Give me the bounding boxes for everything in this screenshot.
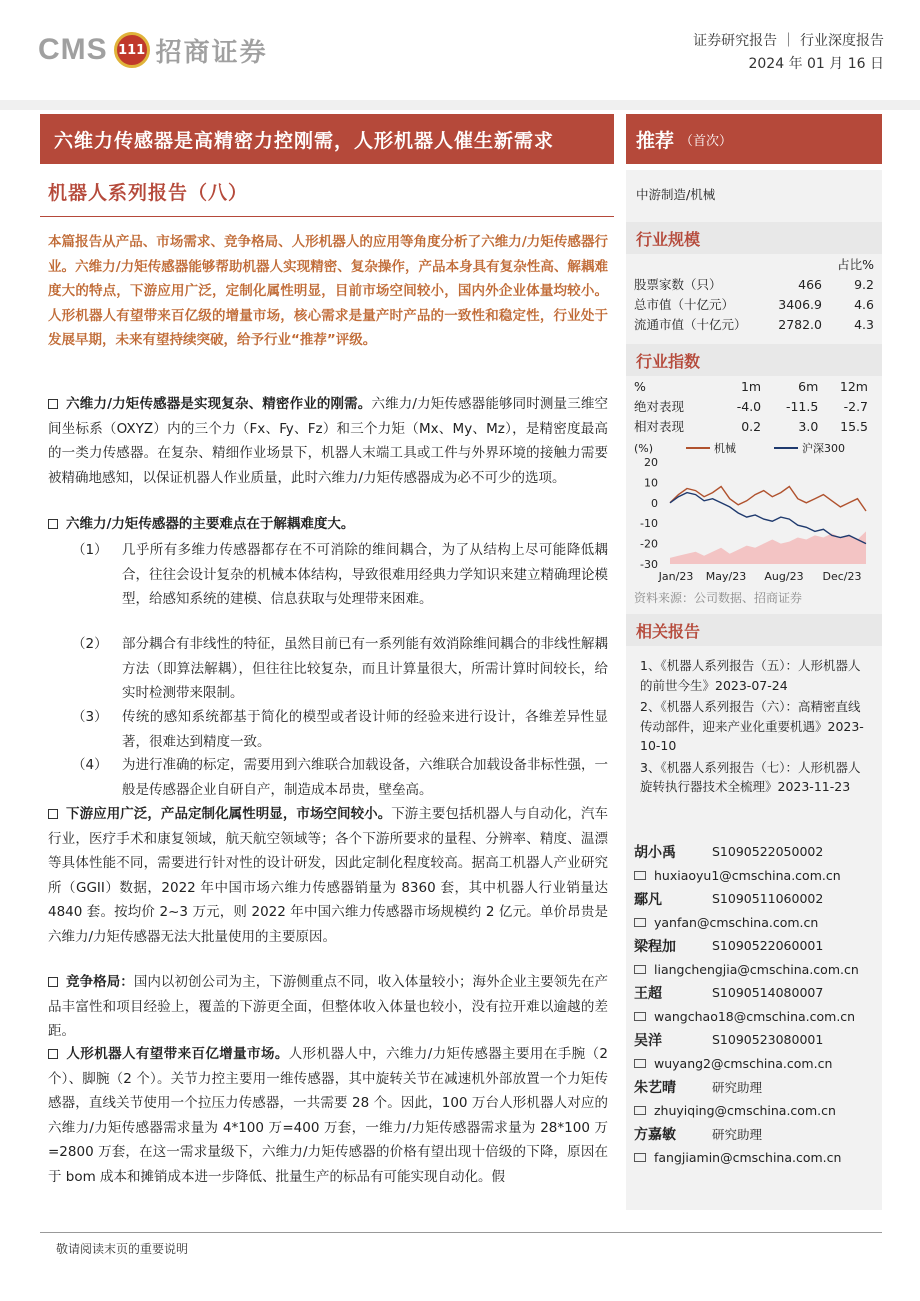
analyst-id: S1090511060002: [712, 891, 824, 907]
row-pct: 4.3: [854, 316, 874, 332]
table-row: [634, 396, 868, 416]
square-bullet-icon: [48, 809, 58, 819]
row-value: 2782.0: [778, 316, 822, 332]
mail-icon: [634, 918, 646, 927]
analyst-email-row: [634, 958, 874, 982]
rating-box: [626, 114, 882, 164]
index-header-row: [634, 376, 868, 396]
y-tick-label: 0: [651, 496, 658, 510]
analyst-id: 研究助理: [712, 1126, 763, 1142]
y-tick-label: 20: [644, 456, 658, 469]
bullet-text: 人形机器人中，六维力/力矩传感器主要用在手腕（2 个）、脚腕（2 个）。关节力控主要用一维传感器，其中旋转关节在减速机外部放置一个力矩传感器，直线关节使用一个拉压力传感器，一共需要 28 个。因此，100 万台人形机器人对应的六维力/力矩传感器需求量为 4*100 万=400 万套，一维力/力矩传感器需求量为 28*100 万=2800 万套，在这一需求量级下，六维力/力矩传感器的价格有望出现十倍级的下降，原因在于 bom 成本和摊销成本进一步降低、批量生产的标品有可能实现自动化。假: [48, 1046, 609, 1185]
square-bullet-icon: [48, 1049, 58, 1059]
bullet-text: 六维力/力矩传感器能够同时测量三维空间坐标系（OXYZ）内的三个力（Fx、Fy、Fz）和三个力矩（Mx、My、Mz），是精密度最高的一类力传感器。在复杂、精细作业场景下，机器人末端工具或工件与外界环境的接触力需要被精确地感知，以保证机器人作业质量，此时六维力/力矩传感器成为必不可少的选项。: [48, 396, 608, 486]
scale-table: [634, 254, 874, 334]
logo-cn-text: 招商证券: [155, 37, 268, 68]
bullet-item: [48, 1042, 608, 1190]
analyst-row: [634, 887, 874, 911]
bullet-heading: 六维力/力矩传感器的主要难点在于解耦难度大。: [66, 516, 355, 532]
footer-divider: [40, 1232, 882, 1233]
bullet-heading: 竞争格局：: [66, 974, 134, 990]
table-row: [634, 314, 874, 334]
analyst-name: 胡小禹: [634, 844, 676, 861]
report-link[interactable]: 2、《机器人系列报告（六）：高精密直线传动部件，迎来产业化重要机遇》2023-10-10: [640, 699, 864, 753]
mail-icon: [634, 871, 646, 880]
y-tick-label: -30: [640, 558, 658, 571]
row-value: -11.5: [785, 398, 819, 414]
analyst-row: [634, 1028, 874, 1052]
analyst-name: 朱艺晴: [634, 1079, 676, 1096]
item-number: （2）: [72, 636, 108, 652]
chart-source: 资料来源：公司数据、招商证券: [634, 591, 803, 605]
logo-badge-icon: 111: [114, 32, 150, 68]
analyst-email-row: [634, 1052, 874, 1076]
analyst-email[interactable]: wuyang2@cmschina.com.cn: [654, 1055, 833, 1071]
table-row: [634, 274, 874, 294]
row-label: 总市值（十亿元）: [634, 297, 735, 312]
square-bullet-icon: [48, 399, 58, 409]
mail-icon: [634, 1106, 646, 1115]
mail-icon: [634, 1153, 646, 1162]
bullet-text: 国内以初创公司为主，下游侧重点不同，收入体量较小；海外企业主要领先在产品丰富性和项目经验上，覆盖的下游更全面，但整体收入体量也较小，没有拉开难以逾越的差距。: [48, 974, 609, 1040]
row-label: 流通市值（十亿元）: [634, 317, 747, 332]
item-number: （4）: [72, 757, 108, 773]
analyst-list: [634, 840, 874, 1169]
analyst-email-row: [634, 911, 874, 935]
item-text: 传统的感知系统都基于简化的模型或者设计师的经验来进行设计，各维差异性显著，很难达到精度一致。: [122, 709, 608, 750]
x-tick-label: May/23: [705, 570, 747, 583]
analyst-name: 吴洋: [634, 1032, 662, 1049]
square-bullet-icon: [48, 977, 58, 987]
x-tick-label: Jan/23: [658, 570, 694, 583]
index-heading: 行业指数: [626, 344, 882, 376]
bullet-heading: 下游应用广泛，产品定制化属性明显，市场空间较小。: [66, 806, 392, 822]
analyst-name: 方嘉敏: [634, 1126, 676, 1143]
numbered-item: [72, 753, 608, 802]
row-label: 相对表现: [634, 419, 685, 434]
logo-cms-text: CMS: [38, 33, 108, 66]
row-pct: 9.2: [854, 276, 874, 292]
divider: [40, 216, 614, 217]
numbered-item: [72, 632, 608, 706]
summary-paragraph: 本篇报告从产品、市场需求、竞争格局、人形机器人的应用等角度分析了六维力/力矩传感器行业。六维力/力矩传感器能够帮助机器人实现精密、复杂操作，产品本身具有复杂性高、解耦难度大的特点，下游应用广泛，定制化属性明显，目前市场空间较小，国内外企业体量均较小。人形机器人有望带来百亿级的增量市场，核心需求是量产时产品的一致性和稳定性，行业处于发展早期，未来有望持续突破，给予行业“推荐”评级。: [48, 234, 608, 349]
bullet-heading: 人形机器人有望带来百亿增量市场。: [66, 1046, 289, 1062]
row-value: 15.5: [840, 418, 868, 434]
analyst-name: 王超: [634, 985, 662, 1002]
legend-jixie: 机械: [714, 442, 736, 455]
index-col-label: %: [634, 378, 646, 394]
industry-label: 中游制造/机械: [636, 187, 716, 202]
mail-icon: [634, 1059, 646, 1068]
series-line-jixie: [670, 487, 866, 512]
chart-ylabel: (%): [634, 442, 654, 455]
table-row: [634, 416, 868, 436]
x-tick-label: Aug/23: [764, 570, 804, 583]
analyst-row: [634, 1122, 874, 1146]
analyst-id: S1090523080001: [712, 1032, 824, 1048]
analyst-email[interactable]: huxiaoyu1@cmschina.com.cn: [654, 867, 841, 883]
mail-icon: [634, 965, 646, 974]
item-text: 部分耦合有非线性的特征，虽然目前已有一系列能有效消除维间耦合的非线性解耦方法（即算法解耦），但往往比较复杂，而且计算量很大，所需计算时间较长，给实时检测带来限制。: [122, 636, 608, 702]
series-line-hs300: [670, 493, 866, 544]
index-col-1m: 1m: [740, 378, 762, 394]
table-row: [634, 294, 874, 314]
row-value: -2.7: [843, 398, 868, 414]
mail-icon: [634, 1012, 646, 1021]
report-subtitle: 机器人系列报告（八）: [48, 182, 249, 204]
numbered-item: [72, 705, 608, 754]
item-text: 为进行准确的标定，需要用到六维联合加载设备，六维联合加载设备非标性强，一般是传感器企业自研自产，制造成本昂贵，壁垒高。: [122, 757, 608, 798]
analyst-email-row: [634, 1099, 874, 1123]
bullet-item: [48, 970, 608, 1044]
analyst-row: [634, 981, 874, 1005]
related-reports: [640, 656, 872, 799]
bullet-heading: 六维力/力矩传感器是实现复杂、精密作业的刚需。: [66, 396, 372, 412]
analyst-id: S1090514080007: [712, 985, 824, 1001]
analyst-name: 鄢凡: [634, 891, 662, 908]
analyst-email-row: [634, 1146, 874, 1170]
report-link[interactable]: 1、《机器人系列报告（五）：人形机器人的前世今生》2023-07-24: [640, 658, 861, 693]
reports-heading: 相关报告: [626, 614, 882, 646]
analyst-id: S1090522050002: [712, 844, 824, 860]
row-value: 466: [798, 276, 822, 292]
analyst-email-row: [634, 1005, 874, 1029]
analyst-id: S1090522060001: [712, 938, 824, 954]
index-chart: [630, 436, 876, 586]
analyst-id: 研究助理: [712, 1079, 763, 1095]
index-col-6m: 6m: [798, 378, 819, 394]
analyst-email[interactable]: yanfan@cmschina.com.cn: [654, 914, 819, 930]
row-value: -4.0: [736, 398, 762, 414]
analyst-email[interactable]: fangjiamin@cmschina.com.cn: [654, 1149, 842, 1165]
scale-heading: 行业规模: [626, 222, 882, 254]
analyst-row: [634, 934, 874, 958]
header-band: [0, 100, 920, 110]
y-tick-label: 10: [644, 476, 658, 490]
analyst-row: [634, 840, 874, 864]
analyst-email[interactable]: zhuyiqing@cmschina.com.cn: [654, 1102, 836, 1118]
bullet-item: [48, 512, 608, 537]
item-number: （3）: [72, 709, 108, 725]
analyst-email[interactable]: wangchao18@cmschina.com.cn: [654, 1008, 856, 1024]
scale-pct-header: 占比%: [837, 257, 874, 272]
index-table: [634, 376, 868, 436]
bullet-item: [48, 802, 608, 950]
row-value: 3.0: [798, 418, 819, 434]
index-col-12m: 12m: [839, 378, 868, 394]
square-bullet-icon: [48, 519, 58, 529]
row-label: 绝对表现: [634, 399, 685, 414]
footer-note: 敬请阅读末页的重要说明: [56, 1242, 189, 1256]
bullet-text: 下游主要包括机器人与自动化，汽车行业，医疗手术和康复领域，航天航空领域等；各个下游所要求的量程、分辨率、精度、温漂等具体性能不同，需要进行针对性的设计研发，因此定制化程度较高。据高工机器人产业研究所（GGII）数据，2022 年中国市场六维力传感器销量为 8360 套，其中机器人行业销量达 4840 套。按均价 2~3 万元，则 2022 年中国六维力传感器市场规模约 2 亿元。单价昂贵是六维力/力矩传感器无法大批量使用的主要原因。: [48, 806, 608, 945]
legend-hs300: 沪深300: [802, 442, 845, 455]
rating-sub: （首次）: [680, 133, 733, 149]
scale-header-row: [634, 254, 874, 274]
analyst-email-row: [634, 864, 874, 888]
row-value: 3406.9: [778, 296, 822, 312]
analyst-email[interactable]: liangchengjia@cmschina.com.cn: [654, 961, 859, 977]
x-tick-label: Dec/23: [822, 570, 862, 583]
report-link[interactable]: 3、《机器人系列报告（七）：人形机器人旋转执行器技术全梳理》2023-11-23: [640, 759, 861, 794]
numbered-item: [72, 538, 608, 612]
report-date: 2024 年 01 月 16 日: [748, 56, 884, 72]
brand-logo: [38, 28, 268, 72]
row-label: 股票家数（只）: [634, 277, 722, 292]
report-type: 证券研究报告 ｜ 行业深度报告: [693, 33, 884, 49]
bullet-item: [48, 392, 608, 490]
item-number: （1）: [72, 542, 108, 558]
analyst-name: 梁程加: [634, 938, 676, 955]
y-tick-label: -20: [640, 537, 658, 551]
analyst-row: [634, 1075, 874, 1099]
item-text: 几乎所有多维力传感器都存在不可消除的维间耦合，为了从结构上尽可能降低耦合，往往会设计复杂的机械本体结构，导致很难用经典力学知识来建立精确理论模型，给感知系统的建模、信息获取与处理带来困难。: [122, 542, 608, 608]
row-value: 0.2: [741, 418, 762, 434]
rating-label: 推荐: [636, 129, 675, 152]
report-title: 六维力传感器是高精密力控刚需，人形机器人催生新需求: [40, 114, 614, 164]
y-tick-label: -10: [640, 517, 658, 531]
row-pct: 4.6: [854, 296, 874, 312]
